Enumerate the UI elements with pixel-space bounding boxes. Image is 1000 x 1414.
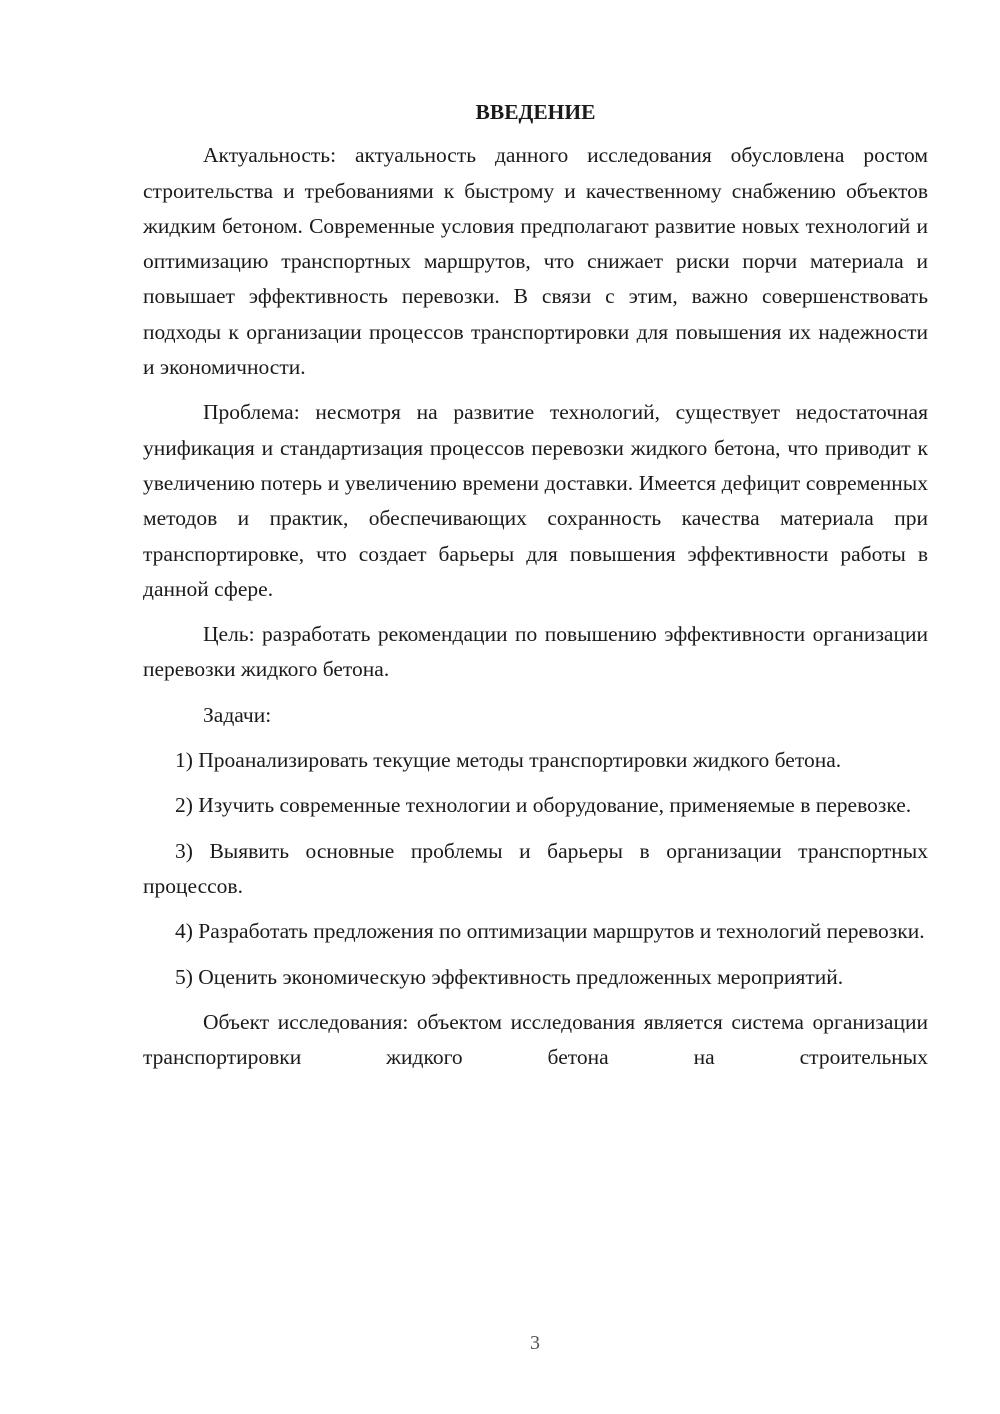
page-number: 3 [530, 1332, 540, 1354]
paragraph-tasks-heading: Задачи: [203, 702, 272, 727]
paragraph-goal: Цель: разработать рекомендации по повышению эффективности организации перевозки жидкого бетона. [143, 622, 928, 682]
section-title: ВВЕДЕНИЕ [475, 100, 596, 124]
task-item-5: 5) Оценить экономическую эффективность предложенных мероприятий. [175, 964, 844, 989]
paragraph-problem: Проблема: несмотря на развитие технологий, существует недостаточная унификация и стандартизация процессов перевозки жидкого бетона, что приводит к увеличению потерь и увеличению времени доставки. Имеется дефицит современных методов и практик, обеспечивающих сохранность качества материала при транспортировке, что создает барьеры для повышения эффективности работы в данной сфере. [143, 400, 928, 601]
task-item-1: 1) Проанализировать текущие методы транспортировки жидкого бетона. [175, 748, 842, 773]
task-item-4: 4) Разработать предложения по оптимизации маршрутов и технологий перевозки. [175, 919, 925, 944]
task-item-2: 2) Изучить современные технологии и оборудование, применяемые в перевозке. [175, 793, 912, 818]
paragraph-object: Объект исследования: объектом исследования является система организации транспортировки жидкого бетона на строительных [143, 1009, 928, 1070]
task-item-3: 3) Выявить основные проблемы и барьеры в организации транспортных процессов. [143, 838, 928, 898]
page-content [143, 95, 928, 1075]
paragraph-relevance: Актуальность: актуальность данного исследования обусловлена ростом строительства и требованиями к быстрому и качественному снабжению объектов жидким бетоном. Современные условия предполагают развитие новых технологий и оптимизацию транспортных маршрутов, что снижает риски порчи материала и повышает эффективность перевозки. В связи с этим, важно совершенствовать подходы к организации процессов транспортировки для повышения их надежности и экономичности. [143, 143, 928, 380]
